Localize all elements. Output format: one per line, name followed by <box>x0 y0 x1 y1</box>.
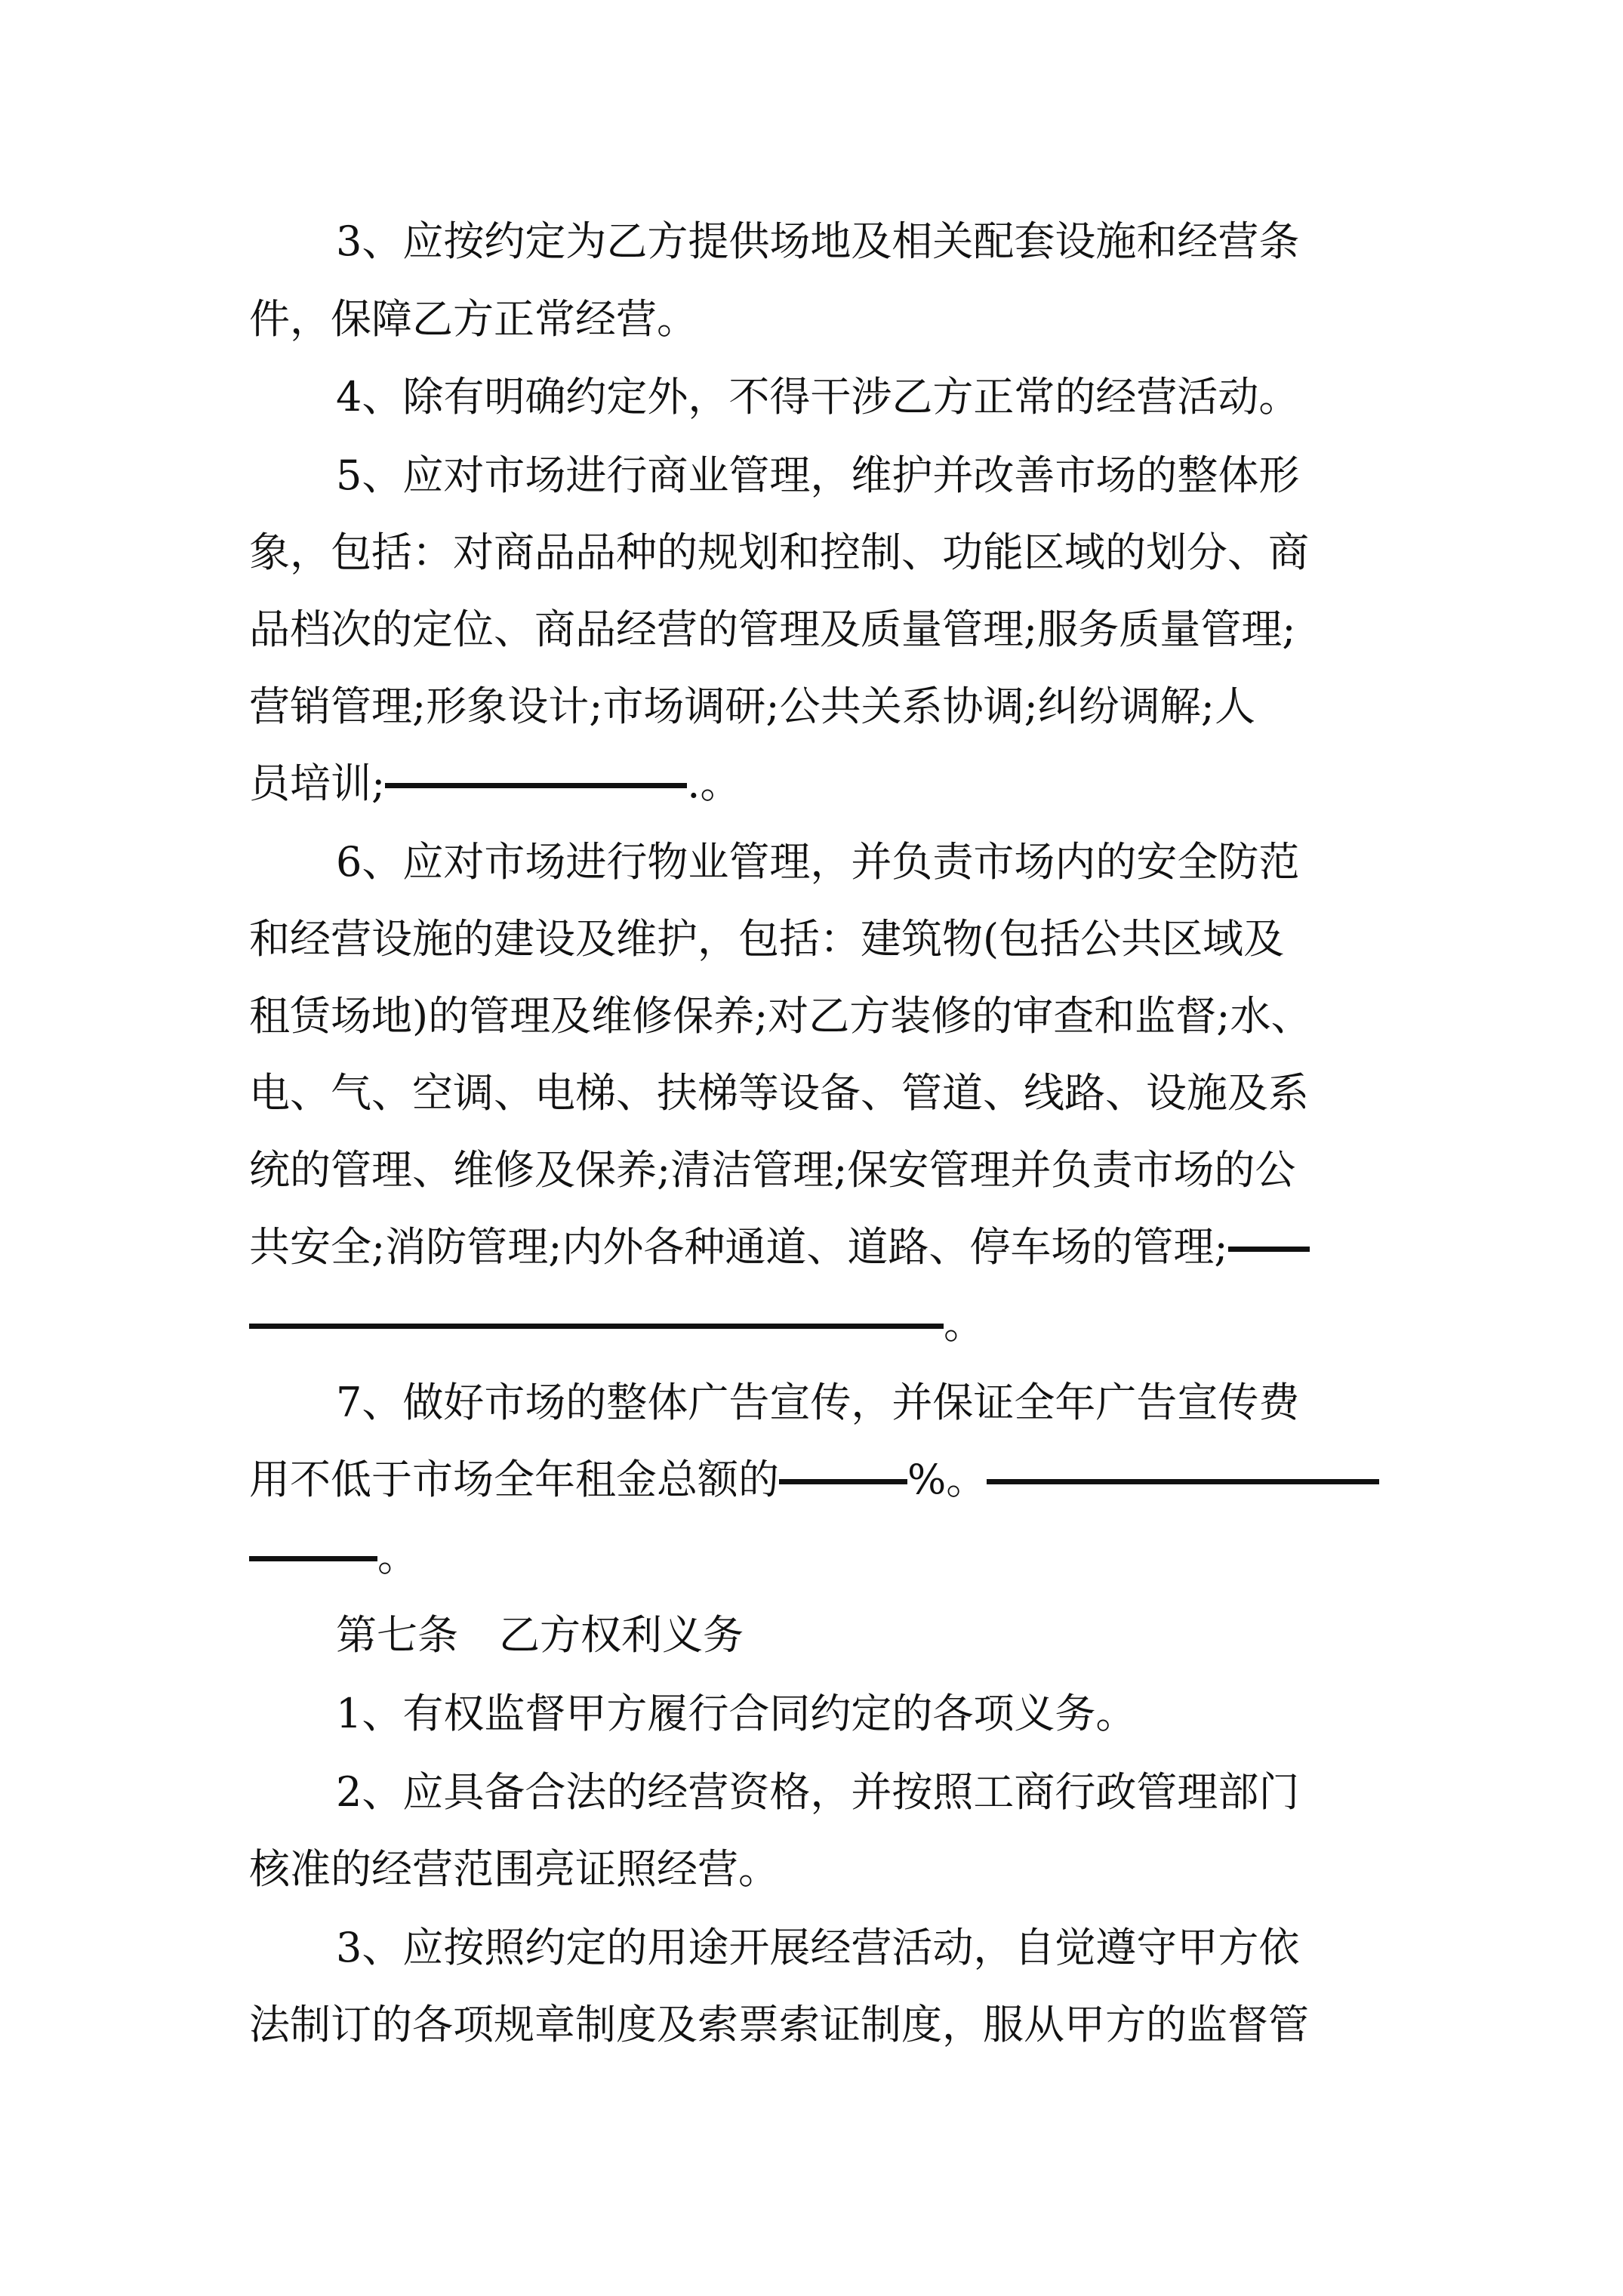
clause-6-7-line-1: 7、做好市场的整体广告宣传，并保证全年广告宣传费 <box>336 1379 1300 1426</box>
fill-in-blank <box>385 783 687 788</box>
clause-6-6-line-3: 租赁场地)的管理及维修保养;对乙方装修的审查和监督;水、 <box>249 992 1312 1040</box>
clause-6-5-line-2: 象，包括：对商品品种的规划和控制、功能区域的划分、商 <box>249 529 1309 576</box>
clause-7-1-line-1: 1、有权监督甲方履行合同约定的各项义务。 <box>336 1690 1137 1737</box>
clause-7-3-line-1: 3、应按照约定的用途开展经营活动，自觉遵守甲方依 <box>336 1924 1300 1971</box>
clause-6-5-line-4: 营销管理;形象设计;市场调研;公共关系协调;纠纷调解;人 <box>249 683 1255 730</box>
percentage-blank <box>779 1479 907 1484</box>
clause-6-5-line-3: 品档次的定位、商品经营的管理及质量管理;服务质量管理; <box>249 606 1296 653</box>
fill-in-blank <box>987 1479 1379 1484</box>
clause-6-3-line-1: 3、应按约定为乙方提供场地及相关配套设施和经营条 <box>336 217 1300 265</box>
clause-6-6-line-6: 共安全;消防管理;内外各种通道、道路、停车场的管理; <box>249 1225 1310 1270</box>
fill-in-blank <box>249 1556 377 1561</box>
clause-7-3-line-2: 法制订的各项规章制度及索票索证制度，服从甲方的监督管 <box>249 2001 1309 2048</box>
clause-6-6-line-1: 6、应对市场进行物业管理，并负责市场内的安全防范 <box>336 838 1300 886</box>
clause-6-4-line-1: 4、除有明确约定外，不得干涉乙方正常的经营活动。 <box>336 373 1300 421</box>
clause-6-5-line-1: 5、应对市场进行商业管理，维护并改善市场的整体形 <box>336 451 1300 499</box>
clause-6-6-line-4: 电、气、空调、电梯、扶梯等设备、管道、线路、设施及系 <box>249 1069 1309 1117</box>
clause-6-3-line-2: 件，保障乙方正常经营。 <box>249 295 698 343</box>
clause-7-2-line-1: 2、应具备合法的经营资格，并按照工商行政管理部门 <box>336 1768 1300 1816</box>
clause-6-6-line-5: 统的管理、维修及保养;清洁管理;保安管理并负责市场的公 <box>249 1146 1296 1194</box>
fill-in-blank <box>1228 1247 1310 1252</box>
clause-6-6-line-2: 和经营设施的建设及维护，包括：建筑物(包括公共区域及 <box>249 915 1285 963</box>
clause-6-6-line-7: 。 <box>249 1302 984 1347</box>
clause-6-5-line-5: 员培训; .。 <box>249 760 741 807</box>
clause-6-7-line-2: 用不低于市场全年租金总额的 %。 <box>249 1457 1379 1502</box>
article-7-heading: 第七条 乙方权利义务 <box>336 1611 744 1659</box>
fill-in-blank <box>249 1324 944 1329</box>
clause-6-7-line-3: 。 <box>249 1534 418 1579</box>
clause-7-2-line-2: 核准的经营范围亮证照经营。 <box>249 1845 779 1893</box>
